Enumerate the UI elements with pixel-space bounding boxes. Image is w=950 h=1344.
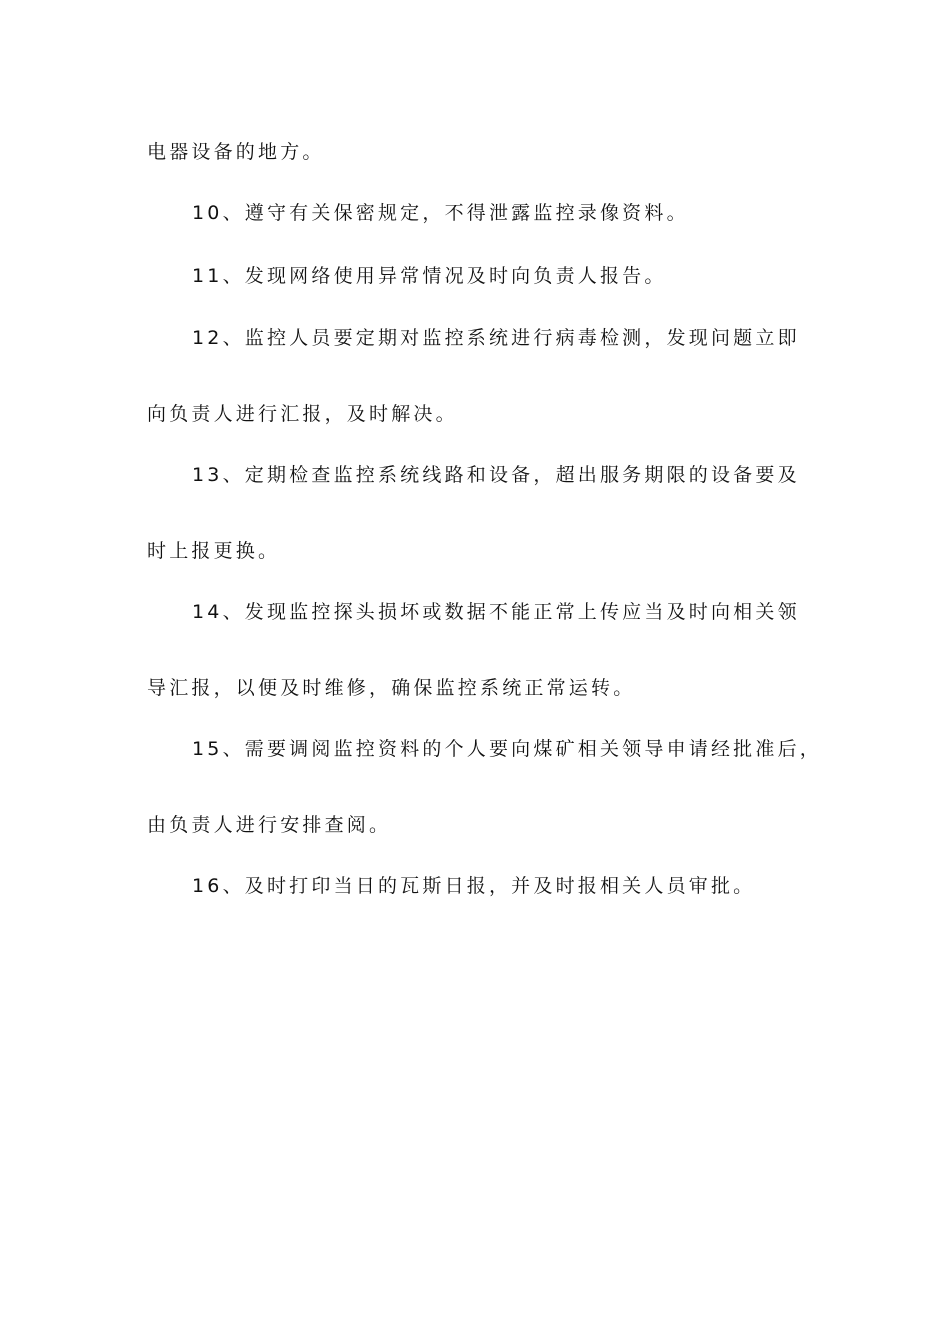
paragraph-line: 向负责人进行汇报，及时解决。 xyxy=(147,403,458,425)
paragraph-line: 电器设备的地方。 xyxy=(147,141,325,163)
paragraph-line: 14、发现监控探头损坏或数据不能正常上传应当及时向相关领 xyxy=(192,601,800,623)
paragraph-line: 由负责人进行安排查阅。 xyxy=(147,814,392,836)
paragraph-line: 12、监控人员要定期对监控系统进行病毒检测，发现问题立即 xyxy=(192,327,800,349)
paragraph-line: 13、定期检查监控系统线路和设备，超出服务期限的设备要及 xyxy=(192,464,800,486)
paragraph-line: 11、发现网络使用异常情况及时向负责人报告。 xyxy=(192,265,667,287)
paragraph-line: 16、及时打印当日的瓦斯日报，并及时报相关人员审批。 xyxy=(192,875,756,897)
paragraph-line: 10、遵守有关保密规定，不得泄露监控录像资料。 xyxy=(192,202,689,224)
paragraph-line: 导汇报，以便及时维修，确保监控系统正常运转。 xyxy=(147,677,636,699)
paragraph-line: 15、需要调阅监控资料的个人要向煤矿相关领导申请经批准后， xyxy=(192,738,822,760)
paragraph-line: 时上报更换。 xyxy=(147,540,281,562)
